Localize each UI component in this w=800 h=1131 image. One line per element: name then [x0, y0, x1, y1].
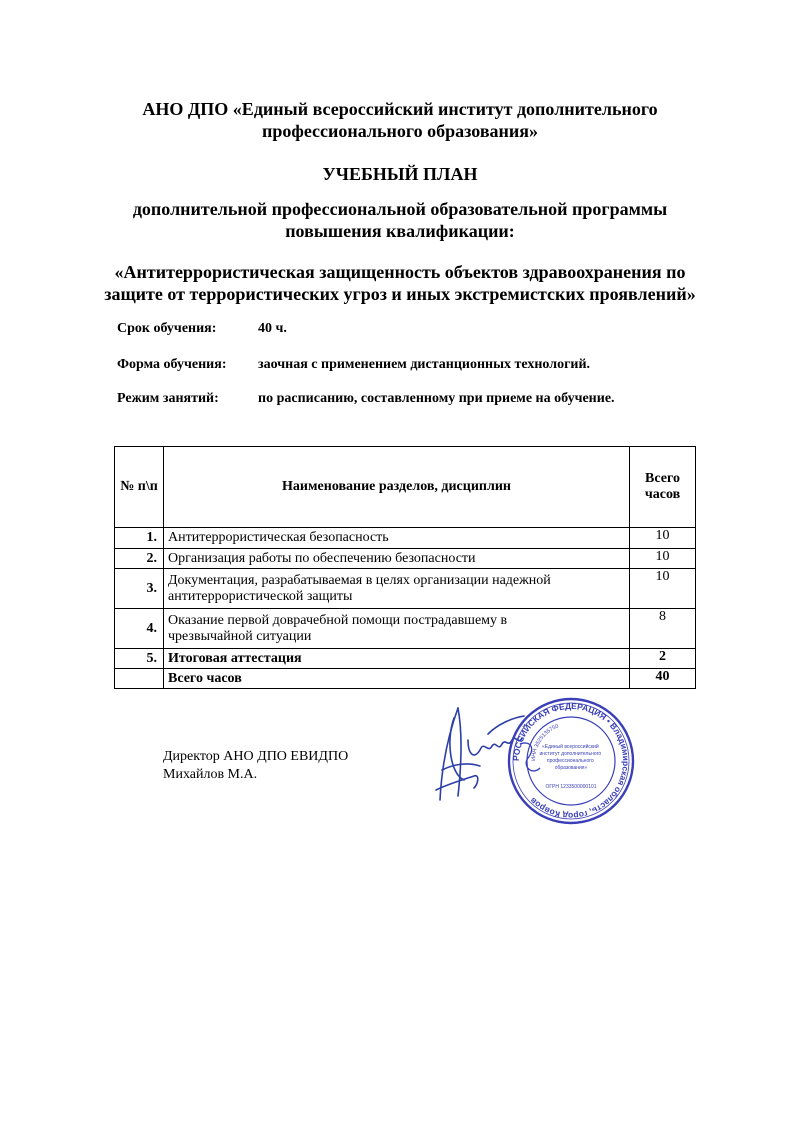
table-total-row: [115, 669, 696, 689]
row-name-line-1: Документация, разрабатываемая в целях организации надежной: [168, 572, 551, 588]
row-name: [164, 569, 630, 609]
row-name-line-2: чрезвычайной ситуации: [168, 628, 312, 644]
row-hours: 10: [630, 569, 696, 609]
document-title: УЧЕБНЫЙ ПЛАН: [322, 164, 478, 184]
seal-inn: ИНН 3525135750: [530, 723, 560, 762]
duration-row: [117, 320, 287, 338]
row-number: 1.: [115, 528, 164, 549]
row-number: 4.: [115, 609, 164, 649]
row-hours: 10: [630, 528, 696, 549]
row-name-line-1: Оказание первой доврачебной помощи пострадавшему в: [168, 612, 508, 628]
schedule-label: Режим занятий:: [117, 391, 219, 406]
program-type-line-1: дополнительной профессиональной образовательной программы: [132, 199, 668, 219]
program-type: [0, 198, 800, 242]
total-hours: 40: [630, 669, 696, 689]
header-hours-line-1: Всего: [645, 471, 680, 486]
row-name: Итоговая аттестация: [164, 649, 630, 669]
program-name-line-1: «Антитеррористическая защищенность объектов здравоохранения по: [114, 262, 686, 282]
organization-name: [0, 98, 800, 142]
schedule-row: [117, 390, 615, 408]
program-name: [0, 261, 800, 305]
row-name-line-2: антитеррористической защиты: [168, 588, 353, 604]
signatory-name: Михайлов М.А.: [163, 767, 258, 782]
org-line-1: АНО ДПО «Единый всероссийский институт дополнительного: [142, 99, 658, 119]
header-hours: [630, 447, 696, 528]
table-header-row: [115, 447, 696, 528]
seal-outer-text: РОССИЙСКАЯ ФЕДЕРАЦИЯ • Владимирская область, город Ковров: [510, 700, 632, 822]
row-number: 5.: [115, 649, 164, 669]
table-row: [115, 609, 696, 649]
total-number: [115, 669, 164, 689]
seal-inner-text: «Единый всероссийский институт дополнительного профессионального образования»: [539, 744, 602, 771]
row-name: Антитеррористическая безопасность: [164, 528, 630, 549]
table-row: [115, 569, 696, 609]
duration-value: 40 ч.: [258, 321, 287, 336]
table-row: [115, 549, 696, 569]
total-label: Всего часов: [164, 669, 630, 689]
program-type-line-2: повышения квалификации:: [285, 221, 515, 241]
row-hours: 2: [630, 649, 696, 669]
row-name: [164, 609, 630, 649]
form-label: Форма обучения:: [117, 357, 227, 372]
organization-seal: [506, 696, 636, 826]
table-row: [115, 649, 696, 669]
curriculum-table: [114, 446, 696, 689]
table-row: [115, 528, 696, 549]
row-name: Организация работы по обеспечению безопасности: [164, 549, 630, 569]
header-number: № п\п: [115, 447, 164, 528]
org-line-2: профессионального образования»: [261, 121, 539, 141]
row-hours: 10: [630, 549, 696, 569]
duration-label: Срок обучения:: [117, 321, 217, 336]
program-name-line-2: защите от террористических угроз и иных экстремистских проявлений»: [104, 284, 696, 304]
form-row: [117, 356, 591, 374]
signatory-position: Директор АНО ДПО ЕВИДПО: [163, 749, 349, 764]
row-hours: 8: [630, 609, 696, 649]
schedule-value: по расписанию, составленному при приеме на обучение.: [258, 391, 615, 406]
form-value: заочная с применением дистанционных технологий.: [258, 357, 591, 372]
row-number: 2.: [115, 549, 164, 569]
signatory-block: [163, 748, 348, 784]
header-hours-line-2: часов: [644, 487, 681, 502]
seal-ogrn: ОГРН 1233500000101: [545, 784, 597, 790]
row-number: 3.: [115, 569, 164, 609]
header-name: Наименование разделов, дисциплин: [164, 447, 630, 528]
